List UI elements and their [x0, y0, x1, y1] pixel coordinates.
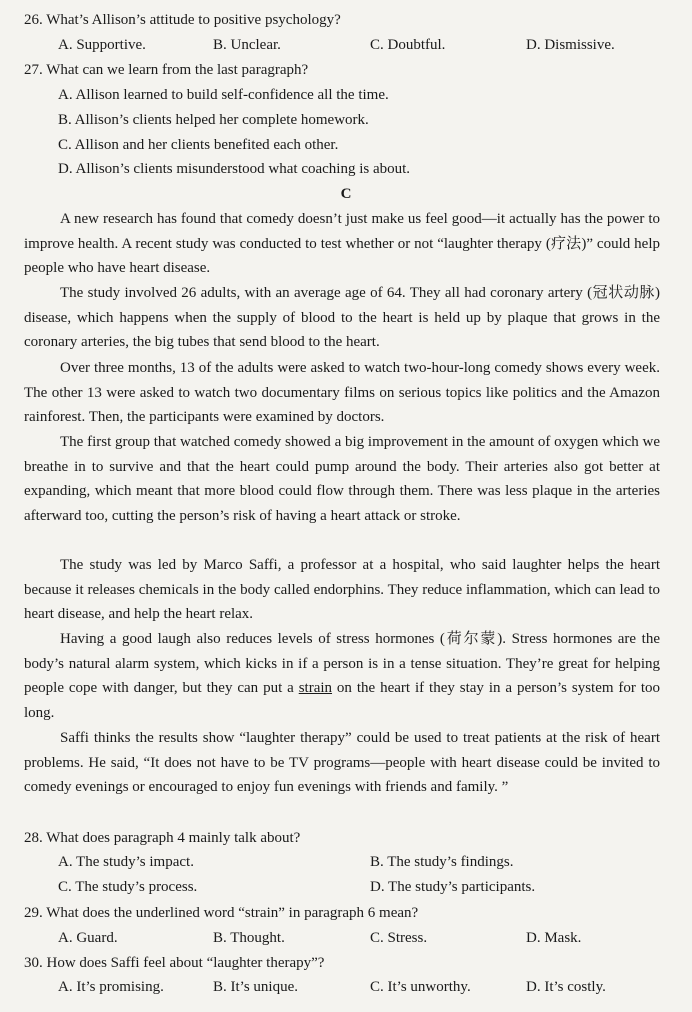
q29-option-b[interactable]: B. Thought.	[213, 930, 285, 946]
passage-paragraph-3: Over three months, 13 of the adults were asked to watch two-hour-long comedy shows every week. The other 13 were asked to watch two documentary films on serious topics like politics and the Amazon rainforest. Then, the participants were examined by doctors.	[24, 360, 660, 426]
question-29-options	[58, 930, 678, 952]
question-28-options	[58, 854, 678, 876]
q27-option-b[interactable]: B. Allison’s clients helped her complete homework.	[58, 112, 369, 128]
question-26: 26. What’s Allison’s attitude to positive psychology?	[24, 12, 341, 28]
q26-option-c[interactable]: C. Doubtful.	[370, 37, 446, 53]
passage-paragraph-2: The study involved 26 adults, with an average age of 64. They all had coronary artery (冠状动脉) disease, which happens when the supply of blood to the heart is held up by plaque that grows in the coronary arteries, the big tubes that send blood to the heart.	[24, 285, 660, 351]
question-28: 28. What does paragraph 4 mainly talk about?	[24, 830, 301, 846]
q29-option-d[interactable]: D. Mask.	[526, 930, 582, 946]
passage-paragraph-6	[24, 627, 660, 725]
question-26-options	[58, 37, 678, 59]
q27-option-a[interactable]: A. Allison learned to build self-confidence all the time.	[58, 87, 389, 103]
p6-text-before: Having a good laugh also reduces levels of stress hormones (荷尔蒙). Stress hormones are the body’s natural alarm system, which kicks in if a person is in a tense situation. They’re great for helping people cope with danger, but they can put a	[24, 631, 660, 697]
q27-option-c[interactable]: C. Allison and her clients benefited each other.	[58, 137, 339, 153]
q29-option-c[interactable]: C. Stress.	[370, 930, 428, 946]
q30-option-d[interactable]: D. It’s costly.	[526, 979, 606, 995]
q30-option-a[interactable]: A. It’s promising.	[58, 979, 164, 995]
q27-option-d[interactable]: D. Allison’s clients misunderstood what coaching is about.	[58, 161, 411, 177]
question-27: 27. What can we learn from the last paragraph?	[24, 62, 309, 78]
q29-option-a[interactable]: A. Guard.	[58, 930, 118, 946]
q26-option-b[interactable]: B. Unclear.	[213, 37, 281, 53]
q30-option-c[interactable]: C. It’s unworthy.	[370, 979, 471, 995]
q28-option-c[interactable]: C. The study’s process.	[58, 879, 198, 895]
q26-option-d[interactable]: D. Dismissive.	[526, 37, 615, 53]
underlined-word: strain	[298, 680, 333, 697]
q28-option-a[interactable]: A. The study’s impact.	[58, 854, 194, 870]
question-29: 29. What does the underlined word “strain” in paragraph 6 mean?	[24, 905, 419, 921]
passage-paragraph-4: The first group that watched comedy showed a big improvement in the amount of oxygen which we breathe in to survive and that the heart could pump around the body. Their arteries also got better at expanding, which meant that more blood could flow through them. There was less plaque in the arteries afterward too, cutting the person’s risk of having a heart attack or stroke.	[24, 434, 660, 524]
q26-option-a[interactable]: A. Supportive.	[58, 37, 146, 53]
q28-option-b[interactable]: B. The study’s findings.	[370, 854, 514, 870]
passage-paragraph-1: A new research has found that comedy doesn’t just make us feel good—it actually has the power to improve health. A recent study was conducted to test whether or not “laughter therapy (疗法)” could help people who have heart disease.	[24, 211, 660, 277]
section-heading: C	[340, 186, 352, 202]
question-30-options	[58, 979, 678, 1001]
passage-paragraph-5: The study was led by Marco Saffi, a professor at a hospital, who said laughter helps the heart because it releases chemicals in the body called endorphins. They reduce inflammation, which can lead to heart disease, and help the heart relax.	[24, 557, 660, 623]
p6-text-after: on the heart if they stay in a person’s system for too long.	[24, 680, 660, 721]
q30-option-b[interactable]: B. It’s unique.	[213, 979, 298, 995]
q28-option-d[interactable]: D. The study’s participants.	[370, 879, 536, 895]
question-30: 30. How does Saffi feel about “laughter therapy”?	[24, 955, 325, 971]
question-28-options-row2	[58, 879, 678, 901]
passage-paragraph-7: Saffi thinks the results show “laughter therapy” could be used to treat patients at the risk of heart problems. He said, “It does not have to be TV programs—people with heart disease could be invited to comedy evenings or encouraged to enjoy fun evenings with friends and family. ”	[24, 730, 660, 796]
